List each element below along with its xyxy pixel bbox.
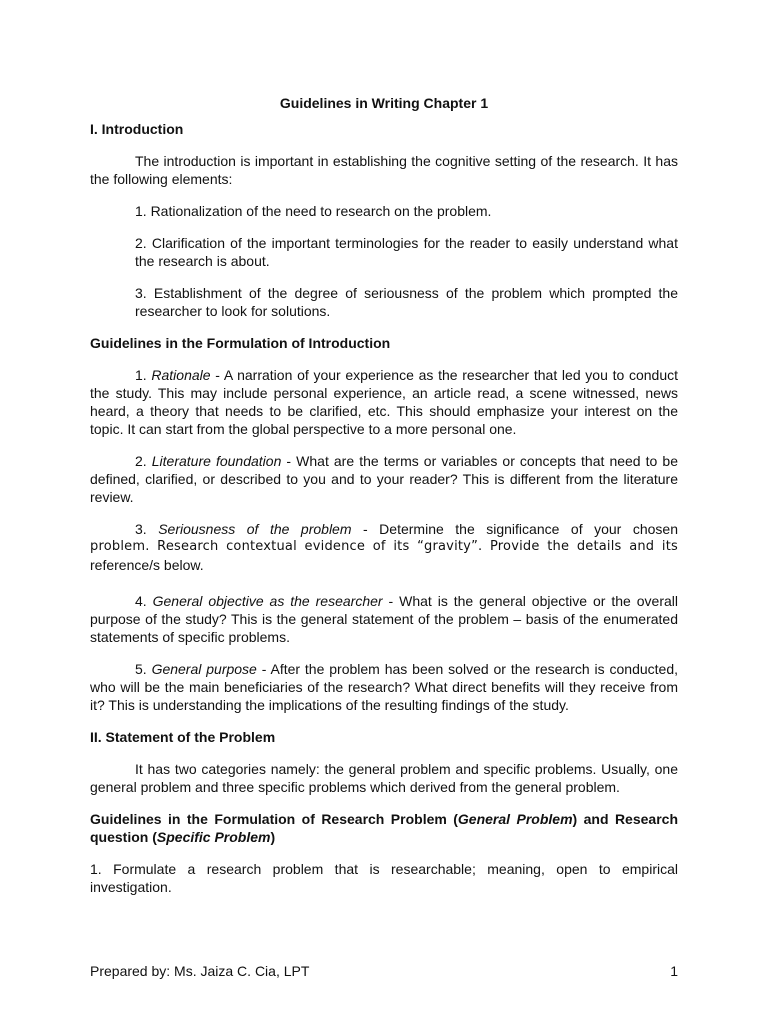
intro-paragraph: The introduction is important in establishing the cognitive setting of the research. It has the following elements: bbox=[90, 153, 678, 187]
intro-element-3: 3. Establishment of the degree of seriousness of the problem which prompted the researcher to look for solutions. bbox=[135, 285, 678, 319]
section-heading-statement: II. Statement of the Problem bbox=[90, 729, 276, 745]
document-body bbox=[90, 94, 678, 910]
prepared-by: Prepared by: Ms. Jaiza C. Cia, LPT bbox=[90, 963, 310, 979]
term-general-purpose: General purpose bbox=[151, 661, 257, 677]
document-title: Guidelines in Writing Chapter 1 bbox=[279, 95, 489, 111]
formulation-item-3: 3. Seriousness of the problem - Determine the significance of your chosen bbox=[135, 521, 678, 537]
term-literature-foundation: Literature foundation bbox=[151, 453, 282, 469]
statement-paragraph: It has two categories namely: the general problem and specific problems. Usually, one general problem and three specific problems which derived from the general problem. bbox=[90, 761, 678, 795]
research-problem-heading: Guidelines in the Formulation of Research Problem (General Problem) and Research question (Specific Problem) bbox=[90, 811, 678, 845]
formulation-item-5: 5. General purpose - After the problem has been solved or the research is conducted, who will be the main beneficiaries of the research? What direct benefits will they receive from it? This is understanding the implications of the resulting findings of the study. bbox=[90, 661, 678, 713]
term-general-objective: General objective as the researcher bbox=[152, 593, 383, 609]
formulation-item-4: 4. General objective as the researcher - What is the general objective or the overall purpose of the study? This is the general statement of the problem – basis of the enumerated statements of specific problems. bbox=[90, 593, 678, 645]
intro-element-2: 2. Clarification of the important terminologies for the reader to easily understand what the research is about. bbox=[135, 235, 678, 269]
research-problem-item-1: 1. Formulate a research problem that is researchable; meaning, open to empirical investigation. bbox=[90, 861, 678, 895]
intro-element-1: 1. Rationalization of the need to research on the problem. bbox=[135, 203, 492, 219]
term-rationale: Rationale bbox=[151, 367, 211, 383]
section-heading-introduction: I. Introduction bbox=[90, 121, 184, 137]
formulation-item-1: 1. Rationale - A narration of your experience as the researcher that led you to conduct the study. This may include personal experience, an article read, a scene witnessed, news heard, a theory that needs to be clarified, etc. This should emphasize your interest on the topic. It can start from the global perspective to a more personal one. bbox=[90, 367, 678, 437]
formulation-heading: Guidelines in the Formulation of Introduction bbox=[90, 335, 391, 351]
formulation-item-2: 2. Literature foundation - What are the terms or variables or concepts that need to be defined, clarified, or described to you and to your reader? This is different from the literature review. bbox=[90, 453, 678, 505]
formulation-item-3-line2: problem. Research contextual evidence of its “gravity”. Provide the details and its bbox=[90, 539, 678, 554]
formulation-item-3-line3: reference/s below. bbox=[90, 557, 204, 573]
page-footer bbox=[90, 962, 678, 980]
term-seriousness: Seriousness of the problem bbox=[158, 521, 352, 537]
page-number: 1 bbox=[670, 963, 678, 979]
